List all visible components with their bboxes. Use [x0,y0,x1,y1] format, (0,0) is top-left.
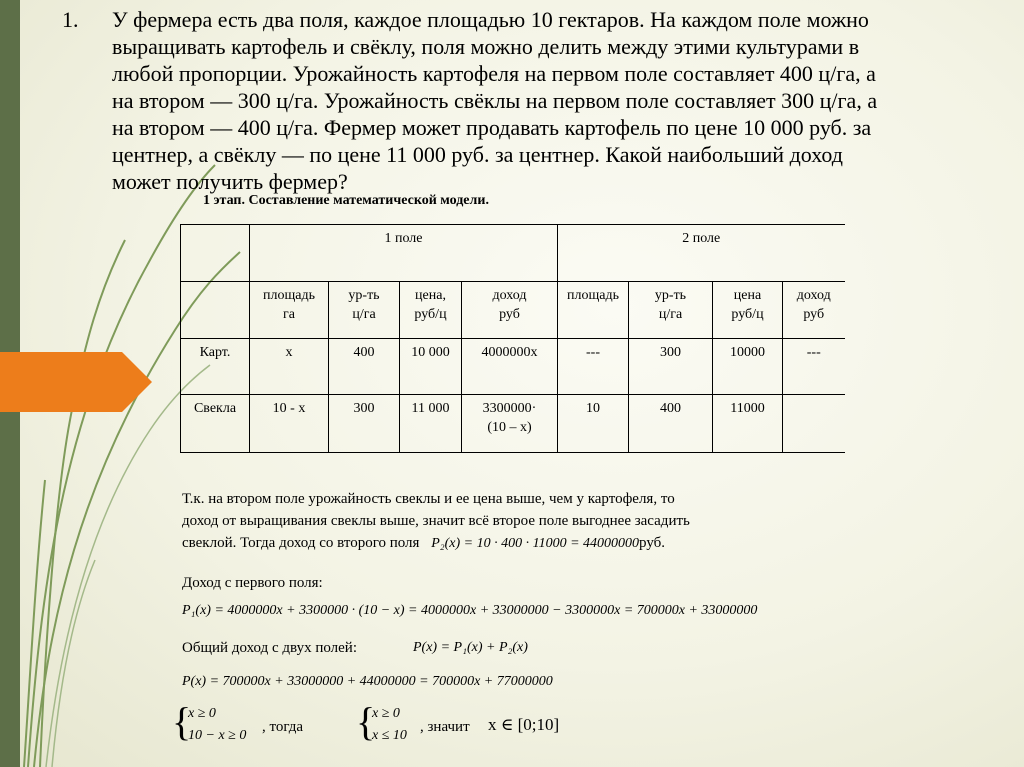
stage-title: 1 этап. Составление математической модели. [203,193,489,208]
explanation-line: доход от выращивания свеклы выше, значит всё второе поле выгоднее засадить [182,513,690,529]
income1-label: Доход с первого поля: [182,575,323,591]
problem-line: выращивать картофель и свёклу, поля можно делить между этими культурами в [112,34,860,59]
table-cell [783,395,845,453]
field2-header: 2 поле [558,225,845,282]
then-label: , тогда [262,719,304,735]
table-cell: 400 [329,339,400,395]
problem-line: может получить фермер? [112,169,348,194]
subheader-cell: ур-ть ц/га [629,282,713,339]
subheader-cell: ур-ть ц/га [329,282,400,339]
table-cell: 10 - x [250,395,329,453]
orange-arrow-icon [0,352,152,412]
subheader-cell: площадь [558,282,629,339]
problem-line: на втором — 300 ц/га. Урожайность свёклы на первом поле составляет 300 ц/га, а [112,88,878,113]
table-cell: 300 [329,395,400,453]
table-cell: x [250,339,329,395]
subheader-cell: цена руб/ц [713,282,783,339]
table-cell: 10 000 [400,339,462,395]
problem-line: центнер, а свёклу — по цене 11 000 руб. за центнер. Какой наибольший доход [112,142,843,167]
system-line: 10 − x ≥ 0 [188,728,247,743]
system-line: x ≥ 0 [372,706,400,721]
table-cell: 10000 [713,339,783,395]
subheader-cell: доход руб [462,282,558,339]
total-label: Общий доход с двух полей: [182,640,357,656]
corner-cell [181,225,250,282]
p2-formula: P₂(x) = 10 · 400 · 11000 = 44000000 [431,536,640,551]
table-cell: 3300000· (10 – x) [462,395,558,453]
table-cell: 11 000 [400,395,462,453]
problem-number: 1. [62,7,79,32]
table-row [181,339,845,395]
system-line: x ≤ 10 [372,728,407,743]
unit-label: руб. [639,535,666,551]
table-cell: 10 [558,395,629,453]
brace-icon: { [356,699,376,744]
total-formula-sum: P(x) = P₁(x) + P₂(x) [413,640,528,655]
corner-cell [181,282,250,339]
subheader-cell: площадь га [250,282,329,339]
result-interval: x ∈ [0;10] [488,715,560,734]
problem-line: на втором — 400 ц/га. Фермер может продавать картофель по цене 10 000 руб. за [112,115,872,140]
problem-statement [62,6,1002,195]
row-label: Свекла [181,395,250,453]
problem-line: любой пропорции. Урожайность картофеля на первом поле составляет 400 ц/га, а [112,61,876,86]
table-cell: 11000 [713,395,783,453]
data-table [180,224,845,453]
total-formula: P(x) = 700000x + 33000000 + 44000000 = 700000x + 77000000 [182,674,553,689]
table-cell: 400 [629,395,713,453]
explanation-line: Т.к. на втором поле урожайность свеклы и ее цена выше, чем у картофеля, то [182,491,675,507]
table-row [181,395,845,453]
brace-icon: { [172,699,192,744]
explanation-text [182,488,690,555]
subheader-cell: цена, руб/ц [400,282,462,339]
table-cell: 300 [629,339,713,395]
means-label: , значит [420,719,470,735]
row-label: Карт. [181,339,250,395]
p1-formula: P₁(x) = 4000000x + 3300000 · (10 − x) = 4000000x + 33000000 − 3300000x = 700000x + 33000000 [182,603,758,618]
field1-header: 1 поле [250,225,558,282]
system-line: x ≥ 0 [188,706,216,721]
table-cell: 4000000x [462,339,558,395]
table-cell: --- [558,339,629,395]
problem-line: У фермера есть два поля, каждое площадью 10 гектаров. На каждом поле можно [112,7,869,32]
subheader-cell: доход руб [783,282,845,339]
table-cell: --- [783,339,845,395]
explanation-line: свеклой. Тогда доход со второго поля [182,535,420,551]
